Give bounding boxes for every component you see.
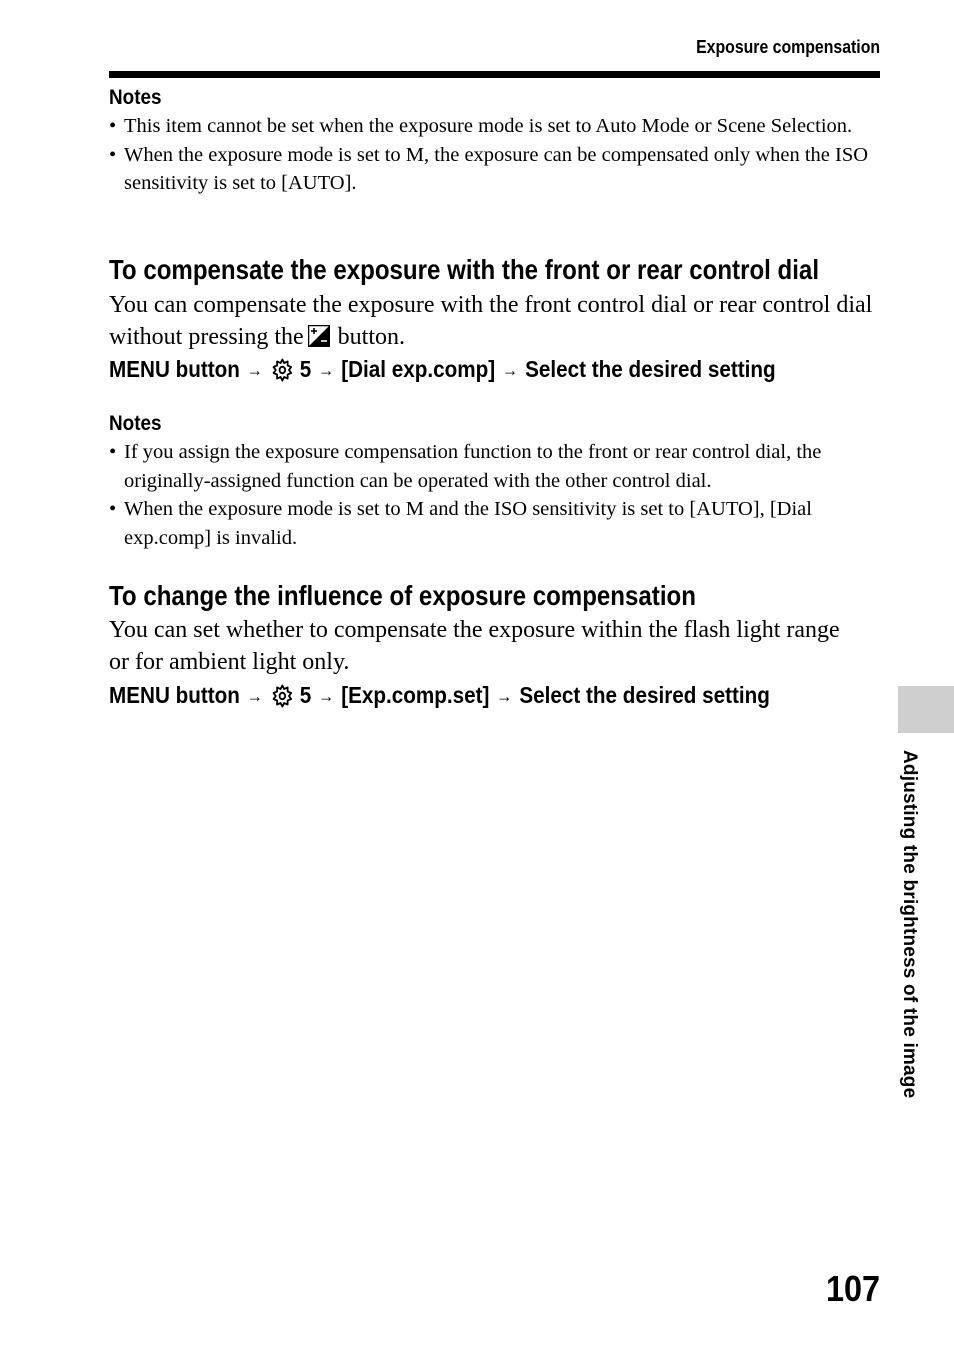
- menu-path-start: MENU button: [109, 356, 240, 382]
- chapter-tab-marker: [898, 686, 954, 733]
- menu-path: [109, 682, 770, 709]
- menu-item: [Dial exp.comp]: [341, 356, 496, 382]
- section-heading: To compensate the exposure with the front or rear control dial: [109, 254, 820, 285]
- section-body: [109, 289, 884, 353]
- gear-icon: [272, 684, 293, 708]
- note-item: [109, 438, 879, 495]
- bullet: •: [109, 498, 117, 521]
- exposure-compensation-icon: [308, 324, 330, 346]
- notes-heading: Notes: [109, 412, 162, 435]
- notes-list: [109, 438, 879, 552]
- arrow-icon: →: [496, 686, 513, 706]
- body-text-before-icon: You can compensate the exposure with the front control dial or rear control dial without pressing the: [109, 292, 873, 350]
- note-text: This item cannot be set when the exposure mode is set to Auto Mode or Scene Selection.: [124, 115, 853, 137]
- arrow-icon: →: [246, 686, 263, 706]
- menu-path-end: Select the desired setting: [519, 682, 770, 708]
- header-rule: [109, 71, 880, 78]
- running-header-title: Exposure compensation: [696, 37, 880, 57]
- arrow-icon: →: [318, 686, 335, 706]
- menu-path-end: Select the desired setting: [525, 356, 776, 382]
- menu-path: [109, 356, 776, 383]
- arrow-icon: →: [318, 360, 335, 380]
- note-text: When the exposure mode is set to M and the ISO sensitivity is set to [AUTO], [Dial exp.comp] is invalid.: [124, 498, 812, 549]
- section-heading: To change the influence of exposure compensation: [109, 580, 696, 611]
- menu-tab-number: 5: [299, 682, 312, 708]
- note-text: When the exposure mode is set to M, the exposure can be compensated only when the ISO sensitivity is set to [AUTO].: [124, 143, 869, 195]
- menu-path-start: MENU button: [109, 682, 240, 708]
- notes-heading: Notes: [109, 86, 162, 109]
- page-number: 107: [825, 1268, 880, 1309]
- notes-list: [109, 112, 879, 198]
- note-text: If you assign the exposure compensation function to the front or rear control dial, the originally-assigned function can be operated with the other control dial.: [124, 441, 822, 492]
- arrow-icon: →: [502, 360, 519, 380]
- section-body: You can set whether to compensate the exposure within the flash light range or for ambient light only.: [109, 617, 840, 675]
- bullet: •: [109, 143, 117, 166]
- gear-icon: [272, 358, 293, 382]
- bullet: •: [109, 115, 117, 137]
- body-text-after-icon: button.: [337, 324, 405, 350]
- menu-item: [Exp.comp.set]: [341, 682, 490, 708]
- menu-tab-number: 5: [299, 356, 312, 382]
- bullet: •: [109, 441, 117, 463]
- note-item: [109, 495, 879, 552]
- chapter-side-label: Adjusting the brightness of the image: [899, 750, 920, 1099]
- note-item: [109, 141, 879, 198]
- note-item: [109, 112, 879, 141]
- arrow-icon: →: [246, 360, 263, 380]
